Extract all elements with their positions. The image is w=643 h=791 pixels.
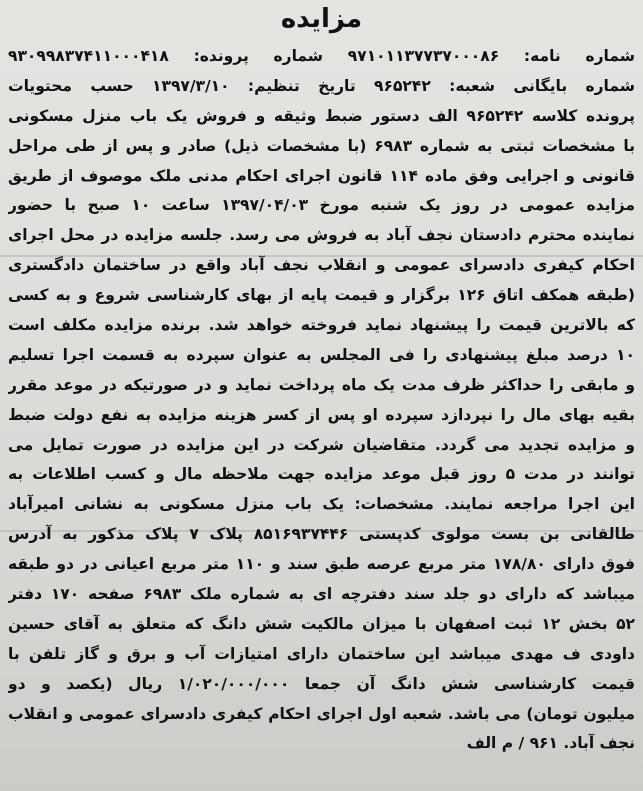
notice-line: طالقانی بن بست مولوی کدپستی ۸۵۱۶۹۳۷۴۴۶ پلاک ۷ پلاک مذکور به آدرس xyxy=(8,525,635,544)
notice-line: فوق دارای ۱۷۸/۸۰ متر مربع عرصه طبق سند و ۱۱۰ متر مربع اعیانی در دو طبقه xyxy=(8,555,635,574)
notice-line: قیمت کارشناسی شش دانگ آن جمعا ۱/۰۲۰/۰۰۰/۰۰۰ ریال (یکصد و دو xyxy=(8,674,635,693)
notice-line: بقیه بهای مال را نپردازد سپرده او پس از کسر هزینه مزایده به نفع دولت ضبط xyxy=(8,405,635,424)
notice-line: پرونده کلاسه ۹۶۵۲۴۲ الف دستور ضبط وثیقه و فروش یک باب منزل مسکونی xyxy=(8,106,635,125)
notice-line: ۵۲ بخش ۱۲ ثبت اصفهان با میزان مالکیت شش دانگ که متعلق به آقای حسین xyxy=(8,614,635,633)
notice-line: با مشخصات ثبتی به شماره ۶۹۸۳ (با مشخصات ذیل) صادر و پس از طی مراحل xyxy=(8,136,635,155)
notice-line: داودی ف مهدی میباشد این ساختمان دارای امتیازات آب و برق و گاز تلفن با xyxy=(8,644,635,663)
notice-line: نجف آباد. ۹۶۱ / م الف xyxy=(466,734,635,753)
notice-title: مزایده xyxy=(280,4,363,34)
notice-line: نماینده محترم دادستان نجف آباد به فروش می رسد. جلسه مزایده در محل اجرای xyxy=(8,226,635,245)
notice-line: توانند در مدت ۵ روز قبل موعد مزایده جهت ملاحظه مال و کسب اطلاعات به xyxy=(8,465,635,484)
notice-line: و مزایده تجدید می گردد. متقاضیان شرکت در این مزایده در صورت تمایل می xyxy=(8,435,635,454)
notice-line: این اجرا مراجعه نمایند. مشخصات: یک باب منزل مسکونی به نشانی امیرآباد xyxy=(8,495,635,514)
notice-line: شماره نامه: ۹۷۱۰۱۱۳۷۷۳۷۰۰۰۸۶ شماره پرونده: ۹۳۰۹۹۸۳۷۴۱۱۰۰۰۴۱۸ xyxy=(8,47,635,65)
notice-line: (طبقه همکف اتاق ۱۲۶ برگزار و قیمت پایه از بهای کارشناسی شروع و به کسی xyxy=(8,286,635,305)
notice-line: مزایده عمومی در روز یک شنبه مورخ ۱۳۹۷/۰۴/۰۳ ساعت ۱۰ صبح با حضور xyxy=(8,196,635,215)
notice-line: که بالاترین قیمت را پیشنهاد نماید فروخته خواهد شد. برنده مزایده مکلف است xyxy=(8,316,635,335)
notice-body xyxy=(8,42,635,759)
notice-line: ۱۰ درصد مبلغ پیشنهادی را فی المجلس به عنوان سپرده به قسمت اجرا تسلیم xyxy=(8,345,635,364)
notice-line: میباشد که دارای دو جلد سند دفترچه ای به شماره ملک ۶۹۸۳ صفحه ۱۷۰ دفتر xyxy=(8,585,635,604)
notice-line: احکام کیفری دادسرای عمومی و انقلاب نجف آباد واقع در ساختمان دادگستری xyxy=(8,256,635,275)
notice-line: میلیون تومان) می باشد. شعبه اول اجرای احکام کیفری دادسرای عمومی و انقلاب xyxy=(8,704,635,723)
notice-line: شماره بایگانی شعبه: ۹۶۵۲۴۲ تاریخ تنظیم: ۱۳۹۷/۳/۱۰ حسب محتویات xyxy=(8,76,635,95)
notice-line: و مابقی را حداکثر ظرف مدت یک ماه پرداخت نماید و در صورتیکه در موعد مقرر xyxy=(8,375,635,394)
notice-line: قانونی و اجرایی وفق ماده ۱۱۴ قانون اجرای احکام مدنی ملک موصوف از طریق xyxy=(8,166,635,185)
